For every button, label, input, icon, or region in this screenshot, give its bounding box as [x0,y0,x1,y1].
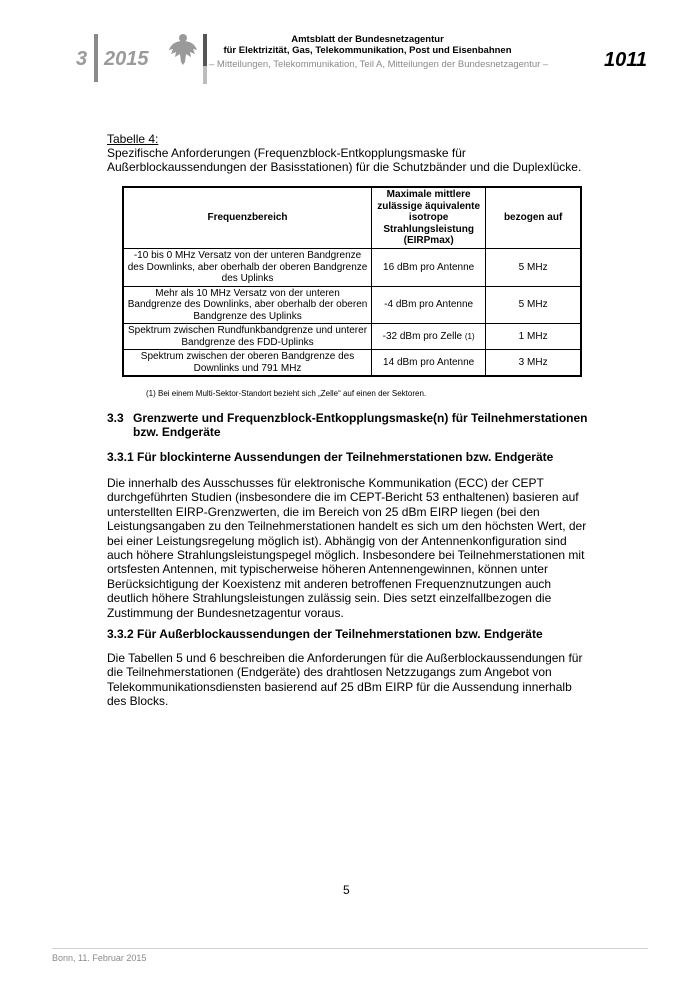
cell-basis: 1 MHz [486,324,581,350]
table-caption-label: Tabelle 4: [107,132,159,146]
gazette-title: Amtsblatt der Bundesnetzagentur [291,34,444,45]
table-row [123,324,581,350]
cell-range: Mehr als 10 MHz Versatz von der unteren Bandgrenze des Downlinks, aber oberhalb der oberen Bandgrenze des Uplinks [123,286,372,324]
header-divider-light [203,66,207,84]
gazette-page-number: 1011 [604,49,648,71]
issue-year: 2015 [104,48,149,70]
cell-basis: 3 MHz [486,350,581,377]
header-divider [94,34,98,82]
table-row [123,249,581,287]
cell-eirp-value: -32 dBm pro Zelle [382,330,463,342]
cell-eirp: -4 dBm pro Antenne [372,286,486,324]
gazette-subtitle: für Elektrizität, Gas, Telekommunikation, Post und Eisenbahnen [223,45,512,56]
inner-page-number: 5 [343,883,350,897]
header-reference: bezogen auf [486,187,581,249]
subsection-body: Die innerhalb des Ausschusses für elektronische Kommunikation (ECC) der CEPT durchgeführten Studien (insbesondere die im CEPT-Bericht 53 enthaltenen) basieren auf unterstellten EIRP-Grenzwerten, die im Bereich von 25 dBm EIRP liegen (bei den Leistungsangaben zu den Teilnehmerstationen handelt es sich um den höchsten Wert, der bei einer Leistungsregelung möglich ist). Abhängig von der Antennenkonfiguration sind auch höhere Strahlungsleistungspegel möglich. Insbesondere bei Teilnehmerstationen mit ortsfesten Antennen, mit typischerweise höheren Antennengewinnen, können unter Berücksichtigung der Koexistenz mit anderen betroffenen Frequenznutzungen auch deutlich höhere Strahlungsleistungen zulässig sein. Dies setzt einzelfallbezogen die Zustimmung der Bundesnetzagentur voraus. [107,476,587,620]
subsection-body: Die Tabellen 5 und 6 beschreiben die Anforderungen für die Außerblockaussendungen für die Teilnehmerstationen (Endgeräte) des drahtlosen Netzzugangs zum Angebot von Telekommunikationsdiensten basierend auf 25 dBm EIRP für die Aussendung innerhalb des Blocks. [107,651,583,709]
section-number: 3.3 [107,411,124,425]
cell-basis: 5 MHz [486,286,581,324]
table-row [123,350,581,377]
subsection-heading: 3.3.1 Für blockinterne Aussendungen der Teilnehmerstationen bzw. Endgeräte [107,450,554,464]
cell-range: Spektrum zwischen Rundfunkbandgrenze und unterer Bandgrenze des FDD-Uplinks [123,324,372,350]
cell-range: Spektrum zwischen der oberen Bandgrenze des Downlinks und 791 MHz [123,350,372,377]
table-header-row [123,187,581,249]
table-caption-text: Spezifische Anforderungen (Frequenzblock-Entkopplungsmaske für Außerblockaussendungen der Basisstationen) für die Schutzbänder und die Duplexlücke. [107,146,582,175]
issue-number: 3 [76,48,88,70]
footer-date: Bonn, 11. Februar 2015 [52,953,147,963]
subsection-heading: 3.3.2 Für Außerblockaussendungen der Teilnehmerstationen bzw. Endgeräte [107,627,543,641]
table-footnote: (1) Bei einem Multi-Sektor-Standort bezieht sich „Zelle“ auf einen der Sektoren. [146,389,427,398]
section-heading: Grenzwerte und Frequenzblock-Entkopplungsmaske(n) für Teilnehmerstationen bzw. Endgeräte [133,411,588,440]
federal-eagle-icon [168,32,198,66]
header-max-eirp: Maximale mittlere zulässige äquivalente isotrope Strahlungsleistung (EIRPmax) [372,187,486,249]
cell-eirp: 14 dBm pro Antenne [372,350,486,377]
cell-range: -10 bis 0 MHz Versatz von der unteren Bandgrenze des Downlinks, aber oberhalb der oberen Bandgrenze des Uplinks [123,249,372,287]
footnote-reference: (1) [464,331,475,341]
table-row [123,286,581,324]
cell-basis: 5 MHz [486,249,581,287]
cell-eirp [372,324,486,350]
requirements-table [122,186,582,377]
gazette-section: – Mitteilungen, Telekommunikation, Teil A, Mitteilungen der Bundesnetzagentur – [209,59,549,70]
footer-divider [52,948,648,949]
header-frequency-range: Frequenzbereich [123,187,372,249]
cell-eirp: 16 dBm pro Antenne [372,249,486,287]
